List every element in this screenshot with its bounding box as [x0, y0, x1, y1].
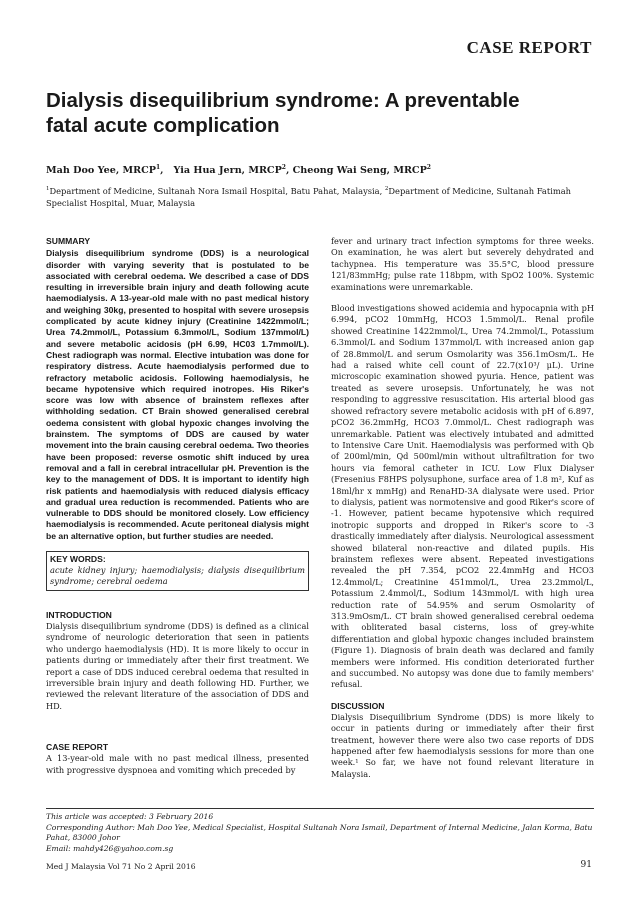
affiliation-text: Department of Medicine, Sultanah Fatimah Specialist Hospital, Muar, Malaysia	[46, 185, 572, 208]
summary-text: Dialysis disequilibrium syndrome (DDS) is a neurological disorder with varying severity that is postulated to be associated with cerebral oedema. We described a case of DDS resulting in irreversible brain injury and death following acute haemodialysis. A 13-year-old male with no past medical history and weighing 30kg, presented to hospital with severe urosepsis complicated by acute kidney injury (Creatinine 1422mmol/L; Urea 74.2mmol/L, Potassium 6.3mmol/L, Sodium 137mmol/L) and severe metabolic acidosis (pH 6.99, HC03 1.7mmol/L). Chest radiograph was normal. Elective intubation was done for respiratory distress. Acute haemodialysis performed due to refractory metabolic acidosis. Following haemodialysis, he became hypotensive which required inotropes. His Riker's score was low with absence of brainstem reflexes after withholding sedation. CT Brain showed generalised cerebral oedema consistent with global hypoxic changes involving the brainstem. The symptoms of DDS are caused by water movement into the brain causing cerebral oedema. Two theories have been proposed: reverse osmotic shift induced by urea removal and a fall in cerebral intracellular pH. Prevention is the key to the management of DDS. It is important to identify high risk patients and haemodialysis with reduced dialysis efficacy and gradual urea reduction is recommended. Patients who are vulnerable to DDS should be monitored closely. Low efficiency haemodialysis is recommended. Acute peritoneal dialysis might be an alternative option, but further studies are needed.	[46, 248, 309, 541]
case-report-paragraph: fever and urinary tract infection symptoms for three weeks. On examination, he was alert but severely dehydrated and tachypnea. His temperature was 35.5°C, blood pressure 121/83mmHg; pulse rate 118bpm, with SpO2 100%. Systemic examinations were unremarkable.	[331, 236, 594, 292]
affiliation-text: Department of Medicine, Sultanah Nora Ismail Hospital, Batu Pahat, Malaysia,	[49, 185, 383, 196]
right-column	[331, 236, 594, 790]
corresponding-author: Corresponding Author: Mah Doo Yee, Medical Specialist, Hospital Sultanah Nora Ismail, Department of Internal Medicine, Jalan Korma, Batu Pahat, 83000 Johor	[46, 822, 593, 842]
case-report-text: A 13-year-old male with no past medical illness, presented with progressive dyspnoea and vomiting which preceded by	[46, 753, 309, 775]
footnotes	[46, 812, 594, 854]
page-number: 91	[580, 860, 592, 870]
summary-section	[46, 236, 309, 542]
accepted-date: This article was accepted: 3 February 2016	[46, 812, 214, 821]
keywords-heading: KEY WORDS:	[50, 554, 106, 565]
discussion-text: Dialysis Disequilibrium Syndrome (DDS) is more likely to occur in patients during or immediately after their first treatment, however there were also two case reports of DDS happened after few haemodialysis sessions for more than one week.¹ So far, we have not found relevant literature in Malaysia.	[331, 711, 594, 779]
left-column	[46, 236, 309, 786]
author-email: Email: mahdy426@yahoo.com.sg	[46, 843, 174, 853]
keywords-box	[46, 551, 309, 591]
footer-divider	[46, 808, 594, 809]
section-label: CASE REPORT	[466, 38, 592, 57]
author-list: Mah Doo Yee, MRCP$^1$, Yia Hua Jern, MRCP$^2$, Cheong Wai Seng, MRCP$^2$	[46, 164, 431, 177]
article-title: Dialysis disequilibrium syndrome: A preventable fatal acute complication	[46, 89, 520, 137]
author-affiliation-mark: 2	[281, 164, 286, 171]
author-affiliation-mark: 2	[426, 164, 431, 171]
journal-citation: Med J Malaysia Vol 71 No 2 April 2016	[46, 862, 196, 871]
discussion-heading: DISCUSSION	[331, 700, 385, 711]
affiliation-mark: 1	[46, 186, 50, 192]
keywords-text: acute kidney injury; haemodialysis; dialysis disequilibrium syndrome; cerebral oedema	[50, 565, 305, 587]
author-name: Mah Doo Yee, MRCP	[46, 165, 156, 177]
introduction-text: Dialysis disequilibrium syndrome (DDS) is defined as a clinical syndrome of neurologic deterioration that seen in patients who undergo haemodialysis (HD). It is more likely to occur in patients during or immediately after their first treatment. We report a case of DDS induced cerebral oedema that resulted in irreversible brain injury and death following HD. Further, we reviewed the relevant literature of the association of DDS and HD.	[46, 621, 309, 711]
author-name: Yia Hua Jern, MRCP	[173, 165, 282, 177]
case-report-paragraph: Blood investigations showed acidemia and hypocapnia with pH 6.994, pCO2 10mmHg, HCO3 1.5mmol/L. Renal profile showed Creatinine 1422mmol/L, Urea 74.2mmol/L, Potassium 6.3mmol/L and Sodium 137mmol/L with increased anion gap of 28.8mmol/L and serum Osmolarity was 356.1mOsm/L. He had a raised white cell count of 22.7(x10³/ μL). Urine microscopic examination showed pyuria. Hence, patient was treated as severe urosepsis. Unfortunately, he was not responding to aggressive resuscitation. His arterial blood gas showed refractory severe metabolic acidosis with pH of 6.897, pCO2 36.2mmHg, HCO3 7.0mmol/L. Chest radiograph was unremarkable. Patient was electively intubated and admitted to Intensive Care Unit. Haemodialysis was performed with Qb of 200ml/min, Qd 500ml/min without ultrafiltration for two hours via femoral catheter in ICU. Low Flux Dialyser (Fresenius F8HPS polysuphone, surface area of 1.8 m², Kuf as 18ml/hr x mmHg) and RenaHD-3A dialysate were used. Prior to dialysis, patient was normotensive and good Riker's score of -1. However, patient became hypotensive which required inotropic supports and dropped in Riker's score to -3 drastically immediately after dialysis. Neurological assessment showed bilateral non-reactive and dilated pupils. His brainstem reflexes were absent. Repeated investigations revealed the pH 7.354, pCO2 22.4mmHg and HCO3 12.4mmol/L; Creatinine 451mmol/L, Urea 23.2mmol/L, Potassium 2.4mmol/L, Sodium 143mmol/L with high urea reduction rate of 54.95% and serum Osmolarity of 313.9mOsm/L. CT brain showed generalised cerebral oedema with obliterated basal cisterns, loss of grey-white differentiation and global hypoxic changes included brainstem (Figure 1). Diagnosis of brain death was declared and family members were informed. His condition deteriorated further and succumbed. No autopsy was done due to family members' refusal.	[331, 303, 594, 690]
author-name: Cheong Wai Seng, MRCP	[292, 165, 427, 177]
affiliations	[46, 183, 594, 209]
author-affiliation-mark: 1	[155, 164, 161, 171]
case-report-heading: CASE REPORT	[46, 742, 109, 753]
affiliation-mark: 2	[384, 186, 389, 192]
introduction-heading: INTRODUCTION	[46, 610, 112, 621]
summary-heading: SUMMARY	[46, 236, 91, 246]
